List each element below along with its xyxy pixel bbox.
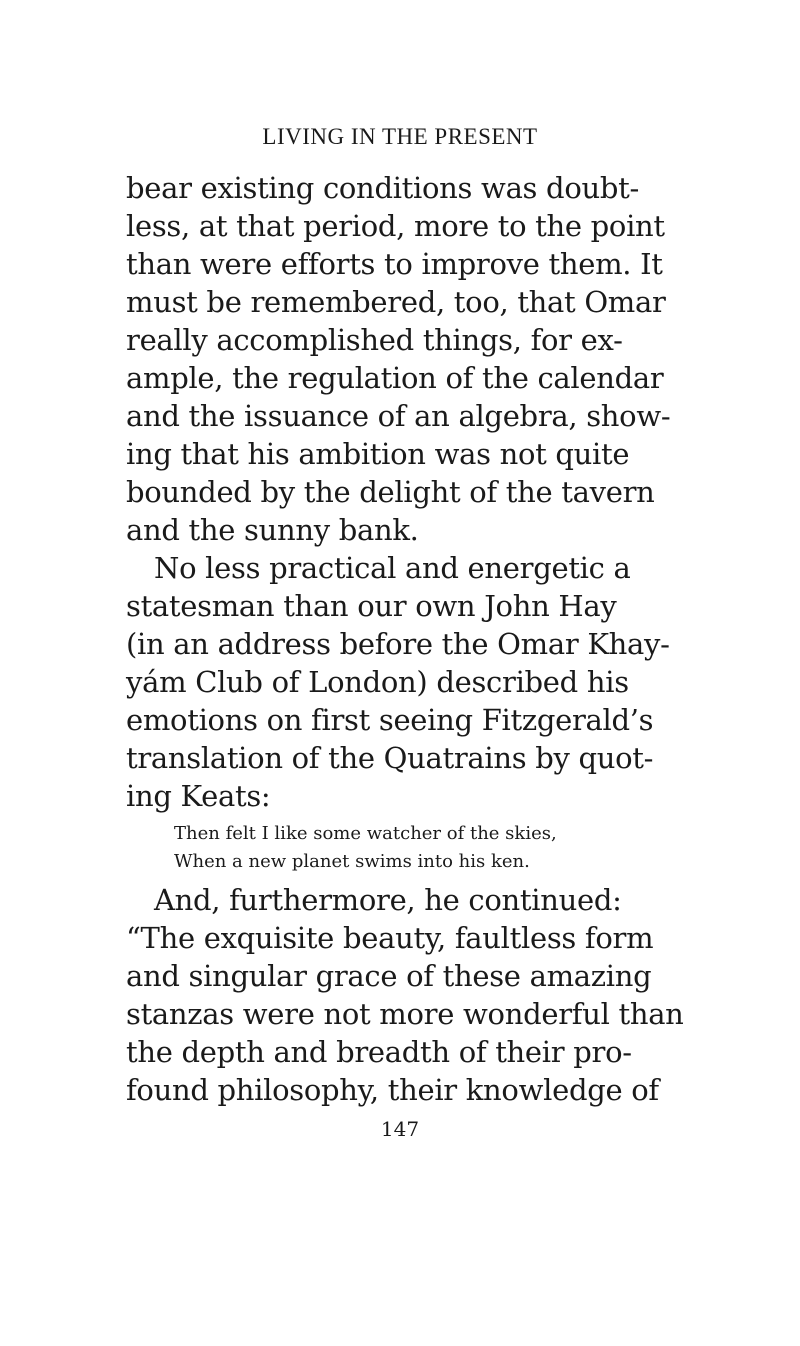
text-line: (in an address before the Omar Khay- bbox=[126, 627, 670, 661]
text-line: and the sunny bank. bbox=[126, 513, 419, 547]
text-line: “The exquisite beauty, faultless form bbox=[126, 921, 654, 955]
text-line: really accomplished things, for ex- bbox=[126, 323, 623, 357]
text-line: less, at that period, more to the point bbox=[126, 209, 665, 243]
text-line: statesman than our own John Hay bbox=[126, 589, 617, 623]
text-line: must be remembered, too, that Omar bbox=[126, 285, 666, 319]
text-line: the depth and breadth of their pro- bbox=[126, 1035, 632, 1069]
text-line: ing that his ambition was not quite bbox=[126, 437, 630, 471]
verse-line: Then felt I like some watcher of the skies, bbox=[174, 823, 557, 844]
text-line: ample, the regulation of the calendar bbox=[126, 361, 664, 395]
text-line: and the issuance of an algebra, show- bbox=[126, 399, 671, 433]
running-head: LIVING IN THE PRESENT bbox=[262, 124, 538, 149]
page-number: 147 bbox=[380, 1117, 420, 1141]
text-line: And, furthermore, he continued: bbox=[154, 883, 622, 917]
text-line: ing Keats: bbox=[126, 779, 271, 813]
verse-line: When a new planet swims into his ken. bbox=[174, 851, 530, 872]
text-line: bounded by the delight of the tavern bbox=[126, 475, 655, 509]
text-line: translation of the Quatrains by quot- bbox=[126, 741, 654, 775]
text-line: emotions on first seeing Fitzgerald’s bbox=[126, 703, 654, 737]
text-line: than were efforts to improve them. It bbox=[126, 247, 663, 281]
text-line: No less practical and energetic a bbox=[154, 551, 631, 585]
text-line: bear existing conditions was doubt- bbox=[126, 171, 639, 205]
text-line: and singular grace of these amazing bbox=[126, 959, 652, 993]
text-line: found philosophy, their knowledge of bbox=[126, 1073, 659, 1107]
text-line: yám Club of London) described his bbox=[126, 665, 629, 699]
text-line: stanzas were not more wonderful than bbox=[126, 997, 684, 1031]
